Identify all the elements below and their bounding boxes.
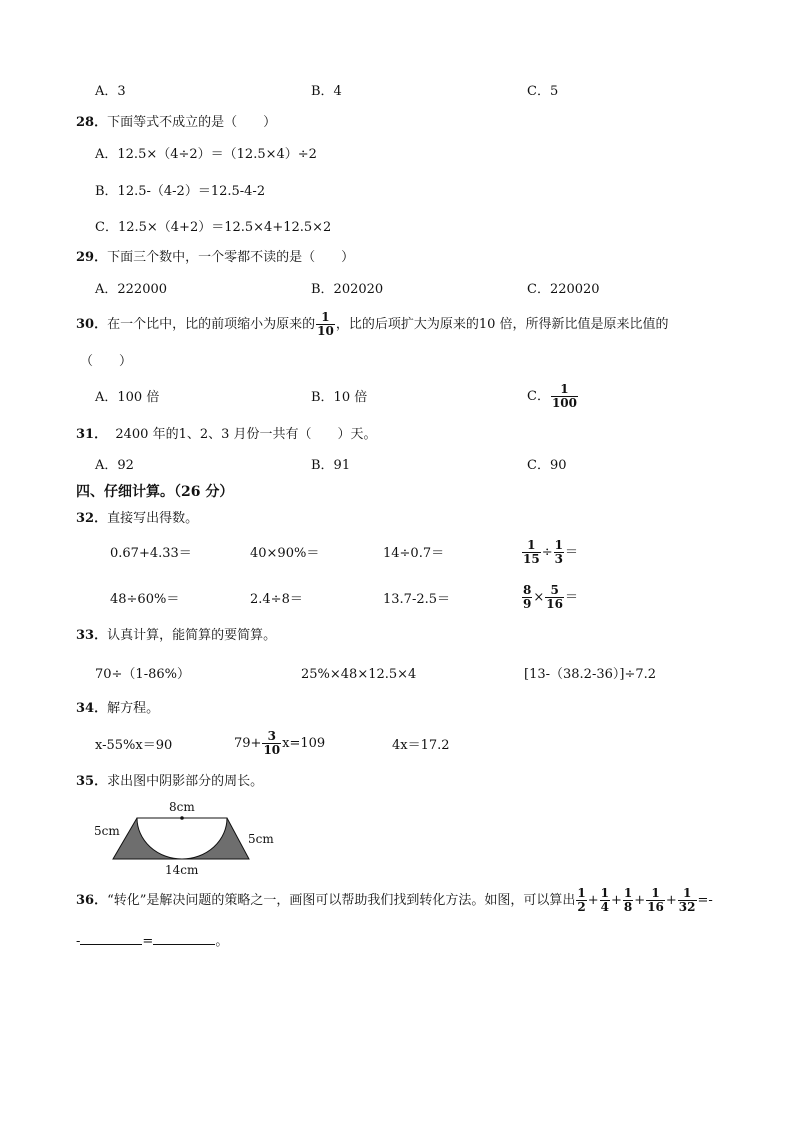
fraction: $\frac{1}{32}$ [678, 886, 696, 914]
calc-item: 48÷60%＝ [110, 592, 180, 607]
q30-question [76, 310, 669, 340]
question-number: 33． [76, 628, 108, 643]
question-number: 35． [76, 774, 108, 789]
q28-option-c: C．12.5×（4+2）＝12.5×4+12.5×2 [95, 220, 332, 235]
question-text: 直接写出得数。 [107, 511, 199, 526]
q35-question [76, 775, 263, 788]
calc-item: 25%×48×12.5×4 [301, 667, 417, 682]
question-number: 29． [76, 250, 108, 265]
equation-fraction: 79+ $\frac{3}{10}$ x=109 [234, 729, 326, 757]
calc-item-fraction: $\frac{8}{9}$ × $\frac{5}{16}$ ＝ [523, 583, 578, 611]
question-number: 36． [76, 893, 108, 908]
q30-option-c: C． $\frac{1}{100}$ [527, 382, 578, 410]
q31-question [76, 428, 377, 441]
figure-label-left: 5cm [94, 824, 120, 838]
q28-option-b: B．12.5-（4-2）＝12.5-4-2 [95, 184, 266, 199]
section-title: 四、仔细计算。（26 分） [76, 484, 234, 500]
question-text-after: ，比的后项扩大为原来的10 倍，所得新比值是原来比值的 [335, 317, 669, 332]
q27-option-c: C．5 [527, 84, 559, 99]
question-number: 28． [76, 115, 108, 130]
calc-item: 70÷（1-86%） [95, 667, 190, 682]
q29-option-c: C．220020 [527, 282, 600, 297]
q32-question [76, 512, 198, 525]
fraction: $\frac{3}{10}$ [263, 729, 281, 757]
calc-item-fraction: $\frac{1}{15}$ ÷ $\frac{1}{3}$ ＝ [523, 538, 578, 566]
q29-option-b: B．202020 [311, 282, 384, 297]
question-number: 31． [76, 427, 108, 442]
question-number: 34． [76, 701, 108, 716]
calc-item: 13.7-2.5＝ [383, 592, 451, 607]
question-text: 2400 年的1、2、3 月份一共有（ ）天。 [115, 427, 377, 442]
calc-item: 2.4÷8＝ [250, 592, 303, 607]
q28-question [76, 116, 276, 129]
equation: 4x＝17.2 [392, 738, 450, 753]
q36-question: 36．“转化”是解决问题的策略之一，画图可以帮助我们找到转化方法。如图，可以算出 $\frac{1}{2}$ + $\frac{1}{4}$ + $\frac{1}{8}$ + $\frac{1}{16}$ + $\frac{1}{32}$ =- [76, 886, 713, 914]
fraction: $\frac{1}{100}$ [551, 382, 578, 410]
q30-option-a: A．100 倍 [95, 390, 160, 405]
figure-label-top: 8cm [169, 800, 195, 814]
q31-option-c: C．90 [527, 458, 567, 473]
fraction: $\frac{8}{9}$ [523, 583, 532, 611]
question-number: 30． [76, 317, 108, 332]
fraction: $\frac{1}{15}$ [523, 538, 540, 566]
fraction: $\frac{1}{3}$ [554, 538, 563, 566]
equation: x-55%x＝90 [95, 738, 173, 753]
calc-item: 14÷0.7＝ [383, 546, 445, 561]
q28-option-a: A．12.5×（4÷2）＝（12.5×4）÷2 [95, 147, 317, 162]
question-text: 解方程。 [107, 701, 160, 716]
fraction: $\frac{1}{2}$ [577, 886, 586, 914]
q30-answer-paren: （ ） [80, 354, 133, 369]
q29-question [76, 251, 354, 264]
q33-question [76, 629, 276, 642]
calc-item: [13-（38.2-36）]÷7.2 [524, 667, 657, 682]
question-text-before: 在一个比中，比的前项缩小为原来的 [107, 317, 316, 332]
question-text: 认真计算，能简算的要简算。 [107, 628, 277, 643]
calc-item: 0.67+4.33＝ [110, 546, 192, 561]
trapezoid-figure [112, 816, 252, 862]
figure-label-bottom: 14cm [165, 863, 199, 877]
q36-answer-line: - = 。 [76, 934, 229, 949]
q31-option-a: A．92 [95, 458, 134, 473]
q29-option-a: A．222000 [95, 282, 168, 297]
fraction: $\frac{1}{16}$ [647, 886, 664, 914]
q30-option-b: B．10 倍 [311, 390, 368, 405]
question-number: 32． [76, 511, 108, 526]
answer-blank[interactable] [153, 932, 215, 945]
question-text: 求出图中阴影部分的周长。 [107, 774, 264, 789]
fraction: $\frac{1}{4}$ [600, 886, 610, 914]
fraction: $\frac{1}{8}$ [623, 886, 633, 914]
answer-blank[interactable] [80, 932, 142, 945]
fraction: $\frac{5}{16}$ [546, 583, 563, 611]
q27-option-a: A．3 [95, 84, 126, 99]
q34-question [76, 702, 159, 715]
question-text: 下面等式不成立的是（ ） [107, 115, 277, 130]
q27-option-b: B．4 [311, 84, 342, 99]
q31-option-b: B．91 [311, 458, 351, 473]
calc-item: 40×90%＝ [250, 546, 320, 561]
fraction: $\frac{1}{10}$ [317, 310, 334, 338]
question-text: “转化”是解决问题的策略之一，画图可以帮助我们找到转化方法。如图，可以算出 [107, 893, 576, 908]
figure-label-right: 5cm [248, 832, 274, 846]
question-text: 下面三个数中，一个零都不读的是（ ） [107, 250, 355, 265]
